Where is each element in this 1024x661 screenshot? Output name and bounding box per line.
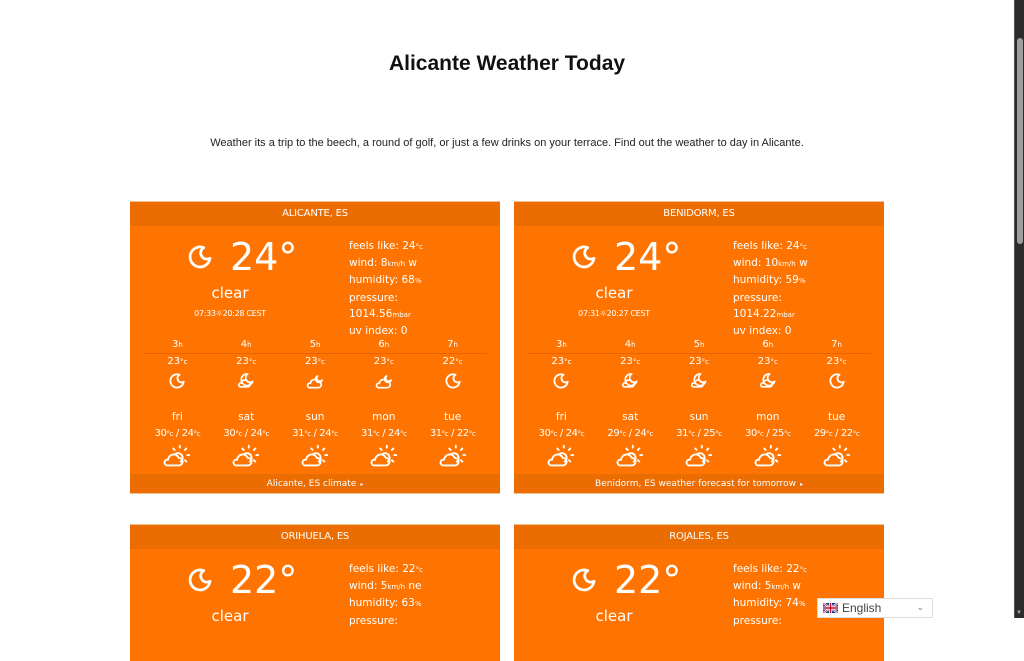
hour-icons (527, 370, 871, 410)
temp-unit: °c (166, 430, 174, 438)
day-low: 22 (456, 428, 469, 439)
hour-value: 7 (831, 339, 838, 350)
day-name: mon (756, 411, 780, 423)
wind-wind: wind: 10 (733, 257, 779, 270)
day-temp-range (212, 426, 281, 442)
temp-unit: °c (248, 358, 257, 366)
wind-wind: wind: 5 (349, 580, 388, 593)
current-condition: clear (211, 607, 249, 625)
cloud-moon-icon (281, 370, 350, 410)
uv-index (349, 323, 423, 339)
widget-location-header[interactable]: ROJALES, ES (514, 525, 884, 549)
uv-index-uv: uv index: 0 (349, 325, 408, 338)
day-temp-range (733, 426, 802, 442)
hour-temp-value: 23 (373, 356, 387, 367)
humidity (733, 272, 808, 289)
feels-like-feels-like: feels like: 22 (733, 563, 800, 575)
day-names (143, 410, 487, 426)
language-selector[interactable] (817, 598, 933, 618)
separator: / (694, 428, 704, 439)
temp-unit: °c (399, 430, 407, 438)
feels-like-feels-like: feels like: 24 (733, 240, 800, 252)
pressure-value-pressure: 1014.22 (733, 307, 777, 320)
hour-value: 6 (762, 339, 769, 350)
wind-wind-dir: w (789, 580, 801, 593)
wind (349, 578, 423, 595)
moon-clear-icon (143, 370, 212, 410)
pressure-label (349, 613, 423, 629)
day-low: 25 (703, 428, 716, 439)
day-name: tue (443, 411, 462, 423)
separator: / (310, 428, 320, 439)
pressure-label-pressure-label: pressure: (733, 614, 782, 627)
moon-clear-icon (569, 242, 599, 272)
humidity-humidity-unit: % (414, 277, 422, 286)
pressure-value-pressure-unit: mbar (392, 310, 411, 319)
humidity-humidity-unit: % (798, 600, 806, 609)
temp-unit: °c (852, 430, 860, 438)
humidity (733, 595, 807, 612)
partly-cloudy-icon (665, 442, 734, 474)
current-condition: clear (595, 284, 633, 302)
hour-label (733, 338, 802, 353)
separator: / (832, 428, 841, 439)
hour-temp-value: 23 (620, 356, 633, 367)
arrow-right-icon: ▸ (799, 481, 803, 488)
widget-location-header[interactable]: ORIHUELA, ES (130, 525, 500, 549)
day-name: fri (171, 411, 183, 423)
wind-wind-unit: km/h (387, 583, 406, 592)
pressure-label (733, 290, 808, 306)
hour-temp (527, 354, 596, 370)
hour-temp (596, 354, 665, 370)
humidity-humidity: humidity: 74 (733, 597, 799, 610)
partly-cloudy-icon (802, 442, 871, 474)
feels-like-feels-unit: °c (799, 566, 807, 574)
moon-clear-icon (418, 370, 487, 410)
moon-cloud-icon (733, 370, 802, 410)
day-temps (143, 426, 487, 442)
day-temp-range (596, 426, 665, 442)
current-conditions (130, 226, 500, 338)
day-low: 24 (250, 428, 263, 439)
footer-link-text: Benidorm, ES weather forecast for tomorrow (595, 479, 796, 489)
hour-temp-value: 23 (551, 356, 565, 367)
pressure-label-pressure-label: pressure: (349, 614, 398, 627)
hour-temps (143, 354, 487, 370)
day-temp-range (281, 426, 350, 442)
weather-widget (514, 201, 884, 494)
hour-temp-value: 23 (236, 356, 249, 367)
hourly-forecast (143, 338, 487, 410)
feels-like (349, 561, 423, 578)
hour-unit: h (453, 341, 458, 349)
hour-unit: h (837, 341, 842, 349)
day-low: 24 (634, 428, 647, 439)
current-condition: clear (595, 607, 633, 625)
day-high: 31 (361, 428, 373, 439)
temp-unit: °c (646, 430, 653, 438)
feels-like-feels-like: feels like: 24 (349, 240, 416, 252)
day-low: 24 (319, 428, 332, 439)
day-temp-range (665, 426, 734, 442)
humidity-humidity-unit: % (414, 600, 422, 609)
temp-unit: °c (825, 430, 833, 438)
weather-widget (130, 201, 500, 494)
humidity-humidity: humidity: 68 (349, 274, 415, 287)
hour-value: 5 (309, 339, 316, 350)
pressure-label (349, 290, 423, 306)
temp-unit: °c (372, 430, 380, 438)
hour-temp (349, 354, 418, 370)
cloud-moon-icon (349, 370, 418, 410)
hour-value: 3 (555, 339, 563, 350)
current-condition: clear (211, 284, 249, 302)
temp-unit: °c (235, 430, 242, 438)
wind-wind-dir: ne (405, 580, 422, 593)
hour-label (143, 338, 212, 353)
wind (733, 578, 807, 595)
day-low: 22 (840, 428, 853, 439)
hour-temp (212, 354, 281, 370)
hour-label (281, 338, 350, 353)
day-icons (527, 442, 871, 474)
hour-temp-value: 23 (757, 356, 771, 367)
weather-details (349, 238, 423, 339)
hour-temp-value: 23 (167, 356, 181, 367)
hour-unit: h (384, 341, 390, 349)
partly-cloudy-icon (212, 442, 281, 474)
hour-temp (281, 354, 350, 370)
hour-unit: h (768, 341, 774, 349)
hour-icons (143, 370, 487, 410)
hour-temp (143, 354, 212, 370)
current-temperature: 24° (614, 235, 682, 279)
hour-temp-value: 23 (826, 356, 840, 367)
hour-value: 4 (624, 339, 632, 350)
current-temperature: 22° (614, 558, 682, 602)
hour-temp-value: 23 (688, 356, 702, 367)
moon-clear-icon (569, 565, 599, 595)
widget-footer-link[interactable] (514, 474, 884, 494)
weather-details (349, 561, 423, 629)
hour-unit: h (315, 341, 321, 349)
day-low: 24 (388, 428, 400, 439)
separator: / (448, 428, 457, 439)
temp-unit: °c (386, 358, 394, 366)
current-temperature: 22° (230, 558, 298, 602)
moon-clear-icon (802, 370, 871, 410)
day-temp-range (418, 426, 487, 442)
widget-location-header[interactable]: BENIDORM, ES (514, 202, 884, 226)
hour-temp (665, 354, 734, 370)
temp-unit: °c (468, 430, 476, 438)
partly-cloudy-icon (596, 442, 665, 474)
hour-labels (143, 338, 487, 354)
hour-unit: h (247, 341, 252, 349)
language-label: English (842, 601, 882, 615)
temp-unit: °c (262, 430, 269, 438)
scrollbar-thumb[interactable] (1017, 38, 1023, 244)
day-name: sun (305, 411, 325, 423)
hour-unit: h (178, 341, 183, 349)
hour-temp-value: 23 (304, 356, 318, 367)
hour-temp (418, 354, 487, 370)
day-name: sat (622, 411, 639, 423)
temp-unit: °c (577, 430, 585, 438)
feels-like-feels-unit: °c (415, 566, 423, 574)
day-icons (143, 442, 487, 474)
moon-clear-icon (185, 242, 215, 272)
temp-unit: °c (455, 358, 463, 366)
feels-like-feels-unit: °c (415, 243, 423, 251)
day-high: 31 (429, 428, 442, 439)
day-high: 29 (607, 428, 620, 439)
hour-temp-value: 22 (442, 356, 456, 367)
day-high: 31 (292, 428, 305, 439)
hour-temps (527, 354, 871, 370)
humidity (349, 272, 423, 289)
wind-wind-dir: w (795, 257, 808, 270)
temp-unit: °c (193, 430, 201, 438)
pressure-value-pressure: 1014.56 (349, 307, 393, 320)
hour-unit: h (631, 341, 636, 349)
widget-footer-link[interactable] (130, 474, 500, 494)
pressure-value (733, 306, 808, 323)
wind (733, 255, 808, 272)
moon-clear-icon (185, 565, 215, 595)
day-temp-range (349, 426, 418, 442)
wind-wind-dir: w (405, 257, 417, 270)
day-low: 24 (181, 428, 194, 439)
chevron-down-icon: ⌄ (916, 602, 924, 612)
feels-like (733, 238, 808, 255)
partly-cloudy-icon (418, 442, 487, 474)
day-temps (527, 426, 871, 442)
wind-wind: wind: 8 (349, 257, 388, 270)
intro-text: Weather its a trip to the beech, a round of golf, or just a few drinks on your terrace. Find out the weather to day in Alicante. (210, 137, 804, 149)
hour-unit: h (562, 341, 567, 349)
temp-unit: °c (317, 358, 326, 366)
wind-wind-unit: km/h (778, 260, 796, 269)
feels-like (349, 238, 423, 255)
moon-clear-icon (527, 370, 596, 410)
sunrise-sunset: 07:33☼20:28 CEST (194, 309, 266, 318)
day-name: mon (372, 411, 396, 423)
hour-value: 3 (171, 339, 179, 350)
pressure-value-pressure-unit: mbar (776, 310, 795, 319)
day-high: 30 (745, 428, 757, 439)
day-high: 30 (538, 428, 551, 439)
feels-like (733, 561, 807, 578)
moon-cloud-icon (212, 370, 281, 410)
humidity (349, 595, 423, 612)
weather-details (733, 238, 808, 339)
temp-unit: °c (564, 358, 572, 366)
weather-widget (514, 524, 884, 661)
moon-cloud-icon (596, 370, 665, 410)
hour-temp (802, 354, 871, 370)
hour-value: 6 (378, 339, 385, 350)
wind (349, 255, 423, 272)
day-names (527, 410, 871, 426)
current-temperature: 24° (230, 235, 298, 279)
sunrise-sunset: 07:31☼20:27 CEST (578, 309, 650, 318)
hourly-forecast (527, 338, 871, 410)
uv-index-uv: uv index: 0 (733, 325, 792, 338)
hour-label (802, 338, 871, 353)
temp-unit: °c (688, 430, 695, 438)
temp-unit: °c (715, 430, 722, 438)
current-conditions (514, 226, 884, 338)
pressure-label-pressure-label: pressure: (349, 291, 398, 304)
weather-widget (130, 524, 500, 661)
hour-value: 4 (240, 339, 248, 350)
temp-unit: °c (839, 358, 847, 366)
humidity-humidity-unit: % (798, 277, 806, 286)
day-name: fri (555, 411, 567, 423)
temp-unit: °c (756, 430, 764, 438)
temp-unit: °c (304, 430, 311, 438)
pressure-label (733, 613, 807, 629)
hour-unit: h (699, 341, 705, 349)
pressure-value (349, 306, 423, 323)
separator: / (241, 428, 251, 439)
separator: / (379, 428, 389, 439)
wind-wind: wind: 5 (733, 580, 772, 593)
partly-cloudy-icon (733, 442, 802, 474)
separator: / (625, 428, 635, 439)
day-low: 24 (565, 428, 578, 439)
widget-location-header[interactable]: ALICANTE, ES (130, 202, 500, 226)
day-high: 30 (223, 428, 236, 439)
hour-label (349, 338, 418, 353)
temp-unit: °c (619, 430, 626, 438)
separator: / (557, 428, 566, 439)
humidity-humidity: humidity: 59 (733, 274, 799, 287)
day-low: 25 (772, 428, 784, 439)
daily-forecast (527, 410, 871, 474)
wind-wind-unit: km/h (771, 583, 790, 592)
hour-label (527, 338, 596, 353)
day-high: 29 (813, 428, 826, 439)
uk-flag-icon (823, 603, 838, 613)
day-name: sun (689, 411, 709, 423)
hour-temp (733, 354, 802, 370)
partly-cloudy-icon (527, 442, 596, 474)
feels-like-feels-unit: °c (799, 243, 807, 251)
arrow-right-icon: ▸ (360, 481, 364, 488)
separator: / (763, 428, 773, 439)
day-high: 31 (676, 428, 689, 439)
separator: / (173, 428, 182, 439)
hour-label (665, 338, 734, 353)
wind-wind-unit: km/h (387, 260, 406, 269)
temp-unit: °c (331, 430, 338, 438)
partly-cloudy-icon (143, 442, 212, 474)
current-conditions (130, 549, 500, 661)
hour-label (418, 338, 487, 353)
partly-cloudy-icon (349, 442, 418, 474)
day-temp-range (802, 426, 871, 442)
day-temp-range (143, 426, 212, 442)
day-name: sat (238, 411, 255, 423)
feels-like-feels-like: feels like: 22 (349, 563, 416, 575)
temp-unit: °c (701, 358, 710, 366)
scrollbar[interactable] (1014, 0, 1024, 618)
temp-unit: °c (180, 358, 188, 366)
hour-label (212, 338, 281, 353)
footer-link-text: Alicante, ES climate (266, 479, 357, 489)
moon-cloud-icon (665, 370, 734, 410)
hour-value: 7 (447, 339, 454, 350)
page-title: Alicante Weather Today (388, 52, 626, 75)
day-name: tue (827, 411, 846, 423)
day-temp-range (527, 426, 596, 442)
humidity-humidity: humidity: 63 (349, 597, 415, 610)
temp-unit: °c (632, 358, 641, 366)
scroll-down-arrow-icon[interactable]: ▼ (1016, 610, 1022, 616)
pressure-label-pressure-label: pressure: (733, 291, 782, 304)
hour-label (596, 338, 665, 353)
temp-unit: °c (770, 358, 778, 366)
hour-value: 5 (693, 339, 700, 350)
temp-unit: °c (441, 430, 449, 438)
uv-index (733, 323, 808, 339)
hour-labels (527, 338, 871, 354)
partly-cloudy-icon (281, 442, 350, 474)
temp-unit: °c (783, 430, 791, 438)
temp-unit: °c (550, 430, 558, 438)
daily-forecast (143, 410, 487, 474)
weather-details (733, 561, 807, 629)
day-high: 30 (154, 428, 167, 439)
